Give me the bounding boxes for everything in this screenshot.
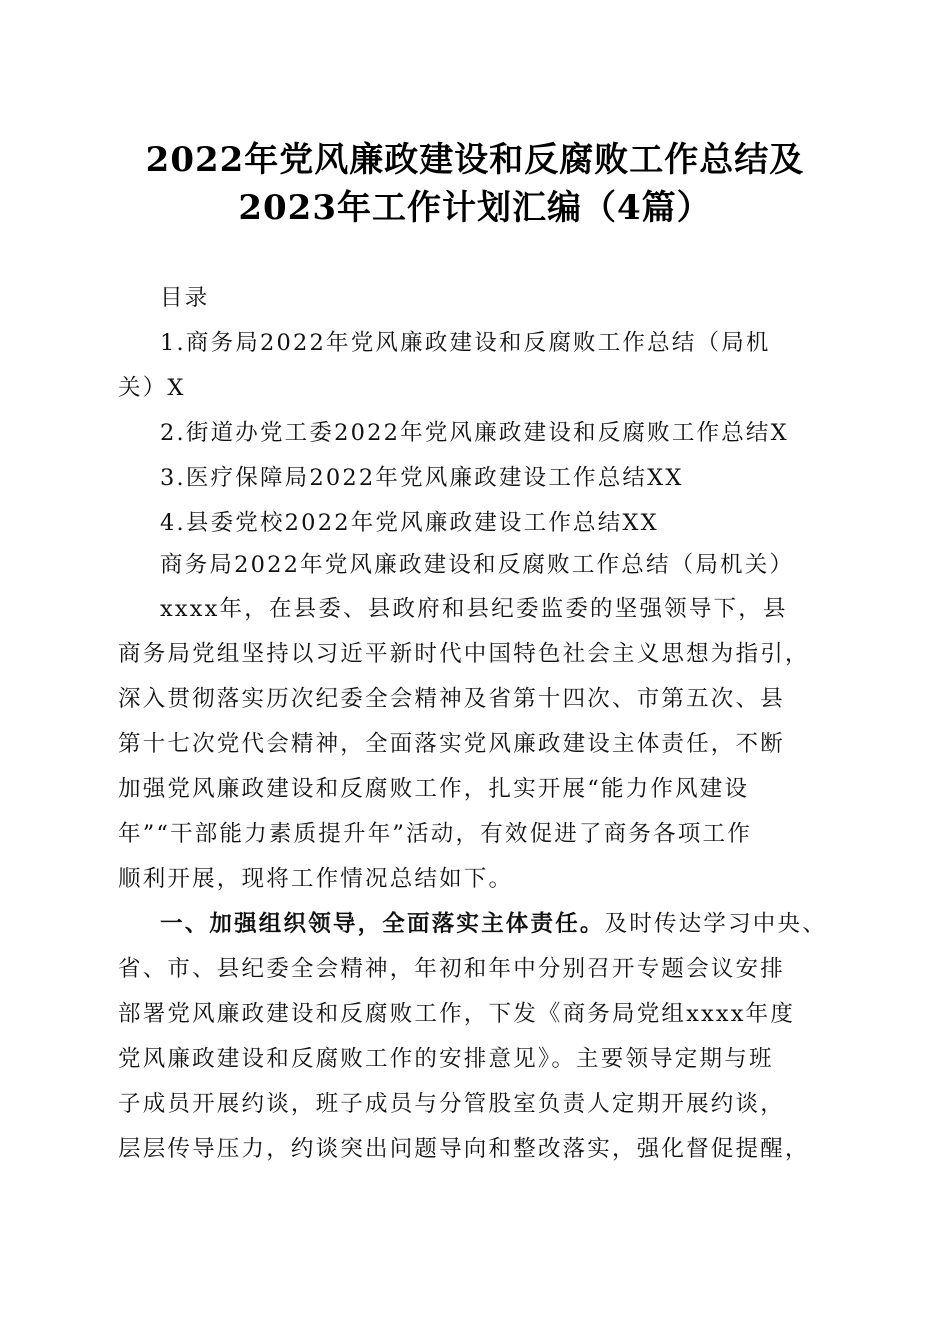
paragraph-2-first-line: [160, 909, 880, 939]
toc-item-4: 4.县委党校2022年党风廉政建设工作总结XX: [160, 510, 659, 536]
paragraph-2-line: 党风廉政建设和反腐败工作的安排意见》。主要领导定期与班: [118, 1046, 774, 1072]
toc-item-1-continued: 关）X: [118, 375, 186, 401]
paragraph-1-line: xxxx年，在县委、县政府和县纪委监委的坚强领导下，县: [160, 596, 788, 622]
paragraph-1-line: 第十七次党代会精神，全面落实党风廉政建设主体责任，不断: [118, 731, 785, 757]
paragraph-1-line: 年”“干部能力素质提升年”活动，有效促进了商务各项工作: [118, 821, 752, 847]
paragraph-2-text: 及时传达学习中央、: [604, 911, 827, 937]
toc-heading: 目录: [160, 285, 210, 311]
toc-item-1: 1.商务局2022年党风廉政建设和反腐败工作总结（局机: [160, 330, 771, 356]
article-subtitle: 商务局2022年党风廉政建设和反腐败工作总结（局机关）: [160, 552, 795, 578]
paragraph-2-line: 部署党风廉政建设和反腐败工作，下发《商务局党组xxxx年度: [118, 1001, 796, 1027]
section-heading-1: 一、加强组织领导，全面落实主体责任。: [160, 911, 605, 937]
paragraph-1-line: 顺利开展，现将工作情况总结如下。: [118, 866, 514, 892]
paragraph-2-line: 子成员开展约谈，班子成员与分管股室负责人定期开展约谈，: [118, 1091, 785, 1117]
paragraph-1-line: 加强党风廉政建设和反腐败工作，扎实开展“能力作风建设: [118, 776, 750, 802]
toc-item-3: 3.医疗保障局2022年党风廉政建设工作总结XX: [160, 465, 684, 491]
document-title-line-1: 2022年党风廉政建设和反腐败工作总结及: [145, 140, 805, 180]
toc-item-2: 2.街道办党工委2022年党风廉政建设和反腐败工作总结X: [160, 420, 789, 446]
paragraph-1-line: 深入贯彻落实历次纪委全会精神及省第十四次、市第五次、县: [118, 686, 785, 712]
paragraph-1-line: 商务局党组坚持以习近平新时代中国特色社会主义思想为指引，: [118, 641, 810, 667]
document-title-line-2: 2023年工作计划汇编（4篇）: [238, 188, 712, 228]
paragraph-2-line: 层层传导压力，约谈突出问题导向和整改落实，强化督促提醒，: [118, 1136, 810, 1162]
paragraph-2-line: 省、市、县纪委全会精神，年初和年中分别召开专题会议安排: [118, 956, 785, 982]
